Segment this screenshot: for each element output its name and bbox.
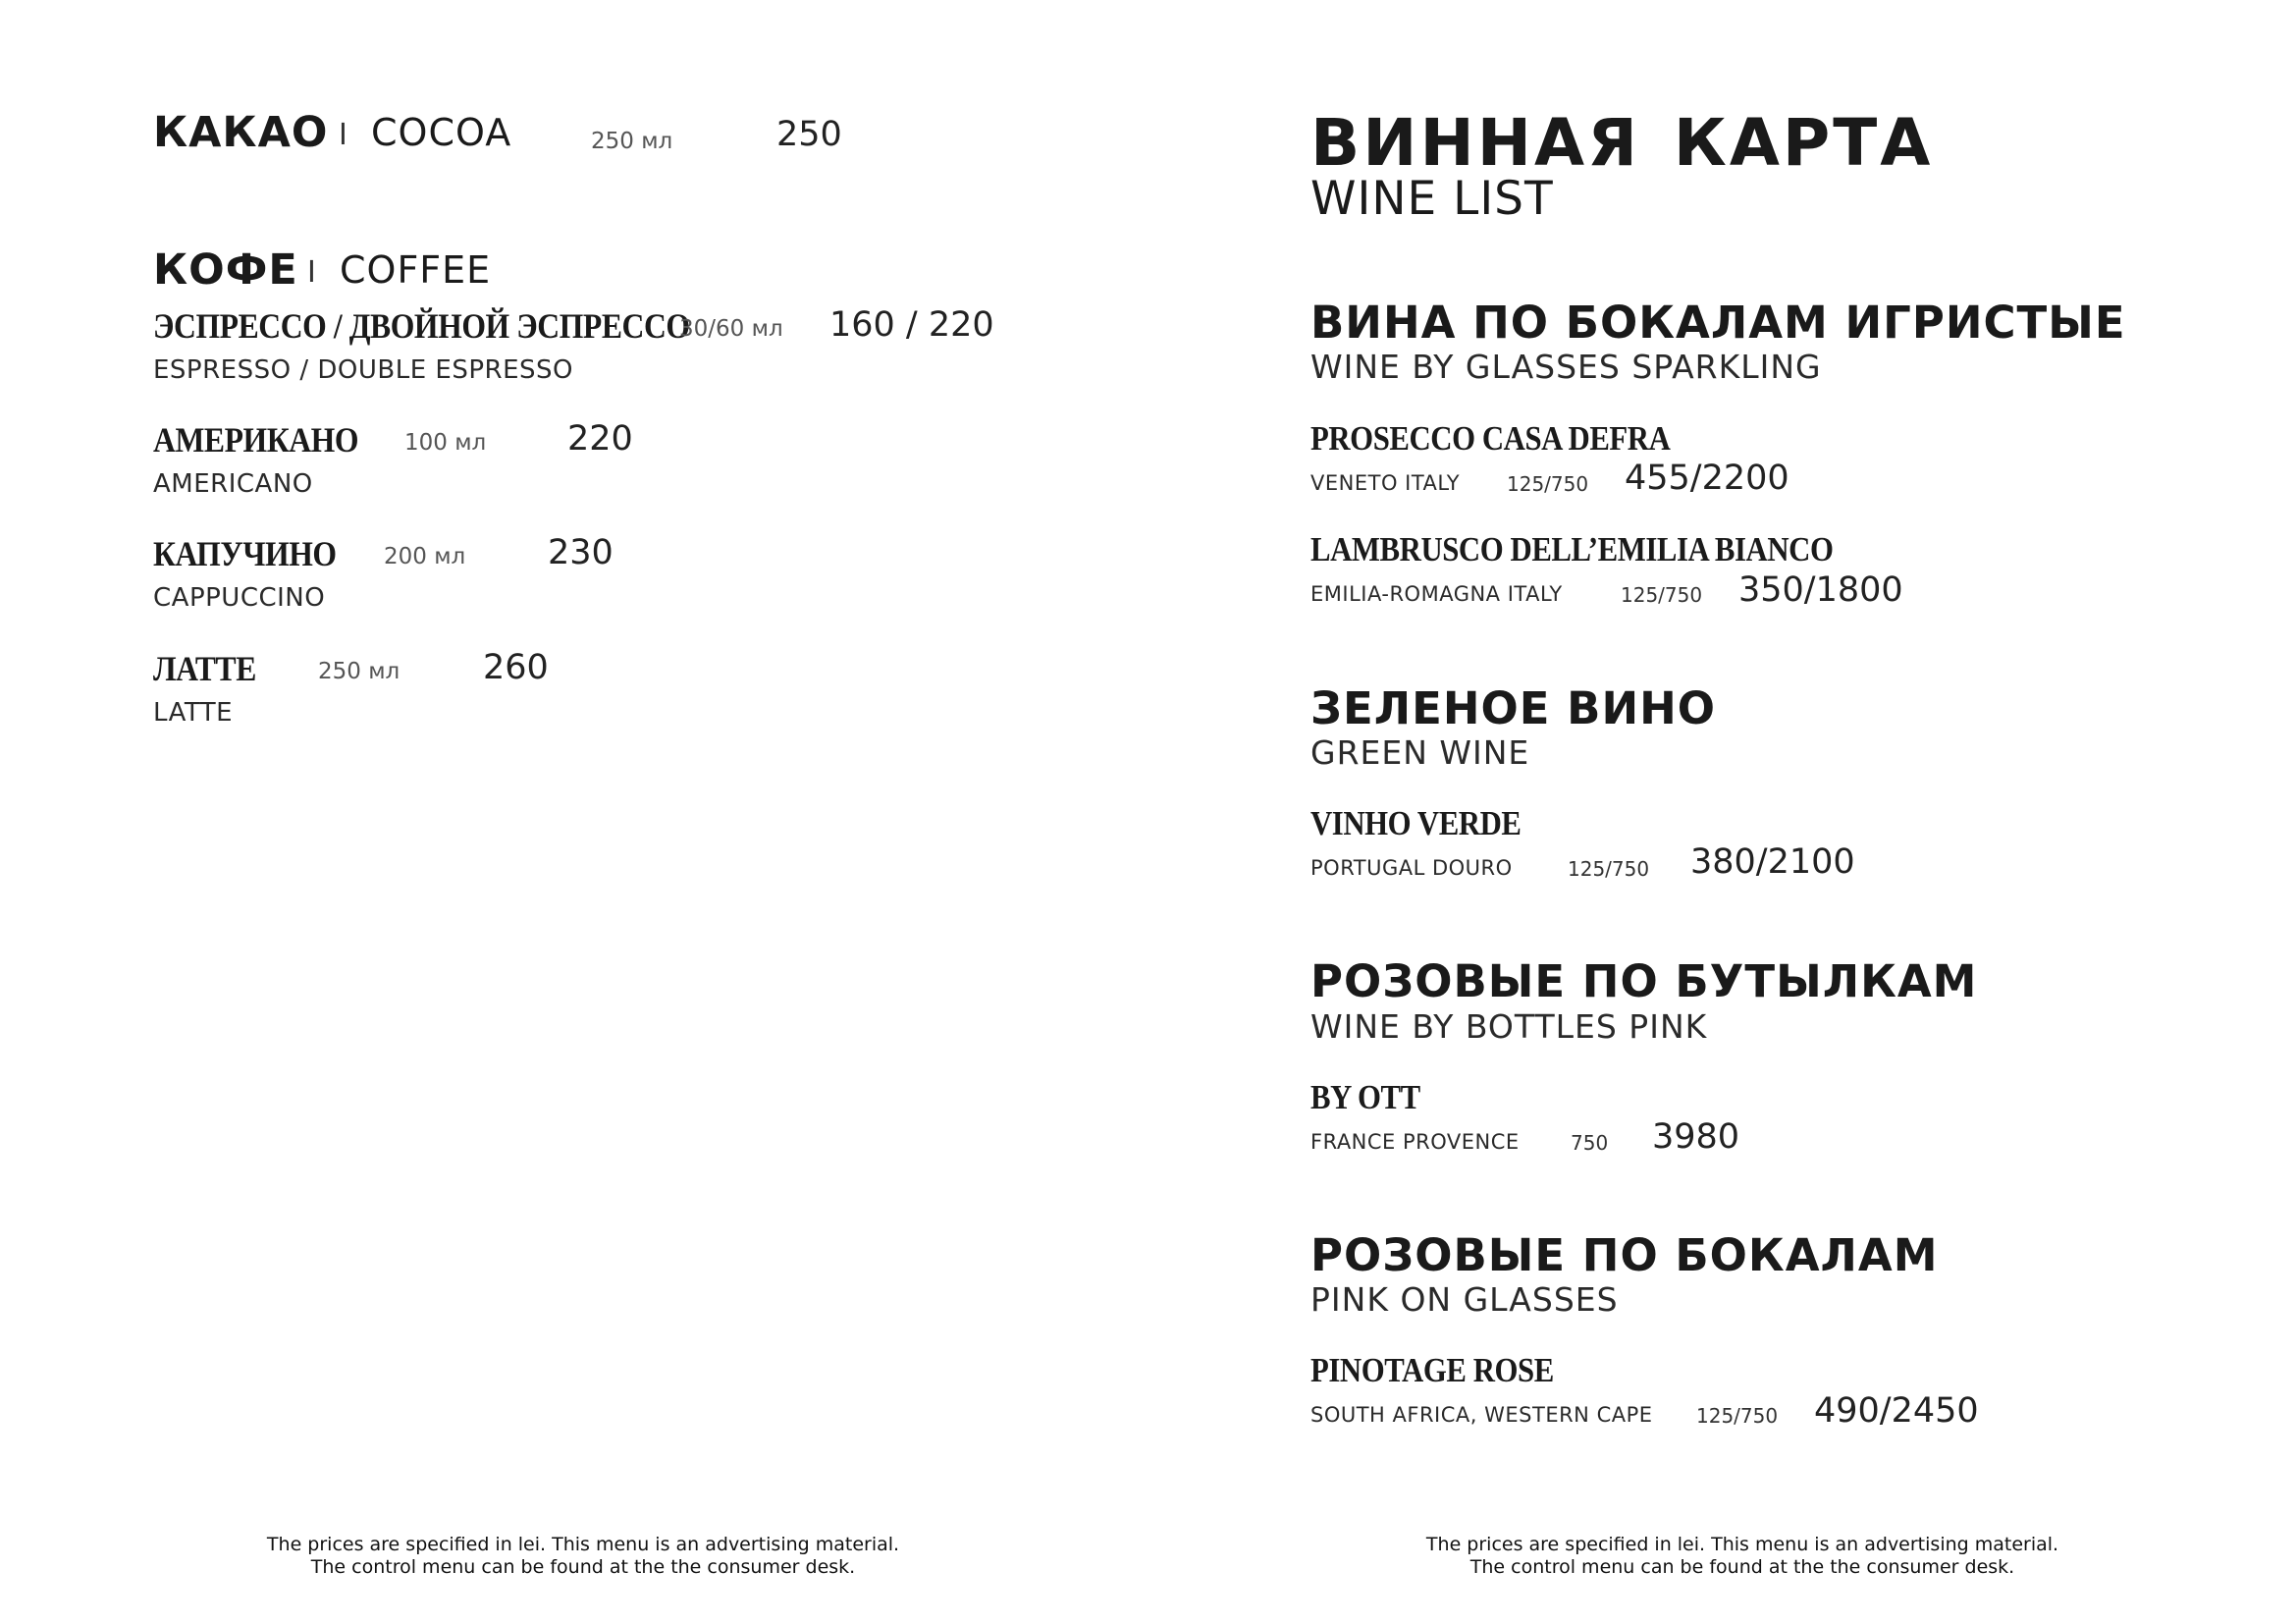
item-subtitle: CAPPUCCINO bbox=[153, 583, 326, 613]
cocoa-volume: 250 мл bbox=[591, 129, 673, 154]
wine-name: VINHO VERDE bbox=[1310, 804, 1522, 842]
item-volume: 200 мл bbox=[384, 544, 466, 569]
footer-line-2: The control menu can be found at the the consumer desk. bbox=[1469, 1556, 2015, 1578]
item-volume: 250 мл bbox=[318, 659, 400, 684]
wine-volume: 125/750 bbox=[1696, 1404, 1779, 1428]
item-price: 260 bbox=[483, 648, 549, 687]
item-name: АМЕРИКАНО bbox=[153, 420, 359, 460]
item-subtitle: ESPRESSO / DOUBLE ESPRESSO bbox=[153, 355, 573, 385]
wine-list-title-en: WINE LIST bbox=[1310, 172, 1554, 226]
item-volume: 100 мл bbox=[404, 430, 487, 456]
wine-price: 490/2450 bbox=[1814, 1391, 1979, 1431]
coffee-title-en: COFFEE bbox=[340, 248, 492, 292]
item-price: 220 bbox=[567, 419, 633, 459]
wine-price: 3980 bbox=[1652, 1117, 1740, 1157]
item-volume: 30/60 мл bbox=[679, 316, 783, 342]
coffee-separator: I bbox=[307, 255, 316, 290]
wine-price: 380/2100 bbox=[1690, 842, 1855, 882]
wine-volume: 125/750 bbox=[1507, 472, 1589, 496]
wine-origin: FRANCE PROVENCE bbox=[1310, 1130, 1520, 1154]
item-name: ЭСПРЕССО / ДВОЙНОЙ ЭСПРЕССО bbox=[153, 306, 690, 346]
wine-name: PINOTAGE ROSE bbox=[1310, 1351, 1554, 1389]
cocoa-title-ru: КАКАО bbox=[153, 108, 329, 157]
section-title-en: GREEN WINE bbox=[1310, 733, 1530, 772]
item-subtitle: AMERICANO bbox=[153, 469, 313, 499]
item-price: 160 / 220 bbox=[829, 305, 994, 345]
section-title-ru: ЗЕЛЕНОЕ ВИНО bbox=[1310, 682, 1717, 734]
section-title-en: WINE BY BOTTLES PINK bbox=[1310, 1007, 1708, 1046]
footer-line-2: The control menu can be found at the the consumer desk. bbox=[310, 1556, 856, 1578]
right-footer-disclaimer bbox=[1369, 1534, 2115, 1579]
left-footer-disclaimer bbox=[210, 1534, 956, 1579]
section-title-ru: РОЗОВЫЕ ПО БОКАЛАМ bbox=[1310, 1229, 1939, 1281]
cocoa-price: 250 bbox=[776, 115, 842, 154]
item-name: КАПУЧИНО bbox=[153, 534, 337, 573]
section-title-ru: РОЗОВЫЕ ПО БУТЫЛКАМ bbox=[1310, 955, 1978, 1007]
wine-price: 350/1800 bbox=[1738, 570, 1903, 610]
wine-list-title-ru: ВИННАЯ КАРТА bbox=[1310, 105, 1934, 181]
coffee-title-ru: КОФЕ bbox=[153, 245, 298, 295]
section-title-en: WINE BY GLASSES SPARKLING bbox=[1310, 348, 1822, 386]
cocoa-separator: I bbox=[339, 118, 347, 152]
wine-origin: EMILIA-ROMAGNA ITALY bbox=[1310, 582, 1563, 606]
wine-volume: 750 bbox=[1571, 1131, 1609, 1155]
wine-name: BY OTT bbox=[1310, 1078, 1420, 1116]
section-title-en: PINK ON GLASSES bbox=[1310, 1280, 1619, 1319]
section-title-ru: ВИНА ПО БОКАЛАМ ИГРИСТЫЕ bbox=[1310, 297, 2126, 349]
wine-origin: SOUTH AFRICA, WESTERN CAPE bbox=[1310, 1403, 1653, 1427]
cocoa-title-en: COCOA bbox=[371, 111, 512, 154]
item-subtitle: LATTE bbox=[153, 698, 234, 728]
item-name: ЛАТТЕ bbox=[153, 649, 256, 688]
item-price: 230 bbox=[548, 533, 614, 572]
wine-volume: 125/750 bbox=[1568, 857, 1650, 881]
wine-price: 455/2200 bbox=[1625, 459, 1789, 498]
footer-line-1: The prices are specified in lei. This menu is an advertising material. bbox=[1425, 1534, 2059, 1555]
wine-name: PROSECCO CASA DEFRA bbox=[1310, 419, 1671, 458]
wine-volume: 125/750 bbox=[1621, 583, 1703, 607]
wine-origin: VENETO ITALY bbox=[1310, 471, 1461, 495]
wine-origin: PORTUGAL DOURO bbox=[1310, 856, 1513, 880]
wine-name: LAMBRUSCO DELL’EMILIA BIANCO bbox=[1310, 530, 1834, 568]
footer-line-1: The prices are specified in lei. This menu is an advertising material. bbox=[266, 1534, 900, 1555]
